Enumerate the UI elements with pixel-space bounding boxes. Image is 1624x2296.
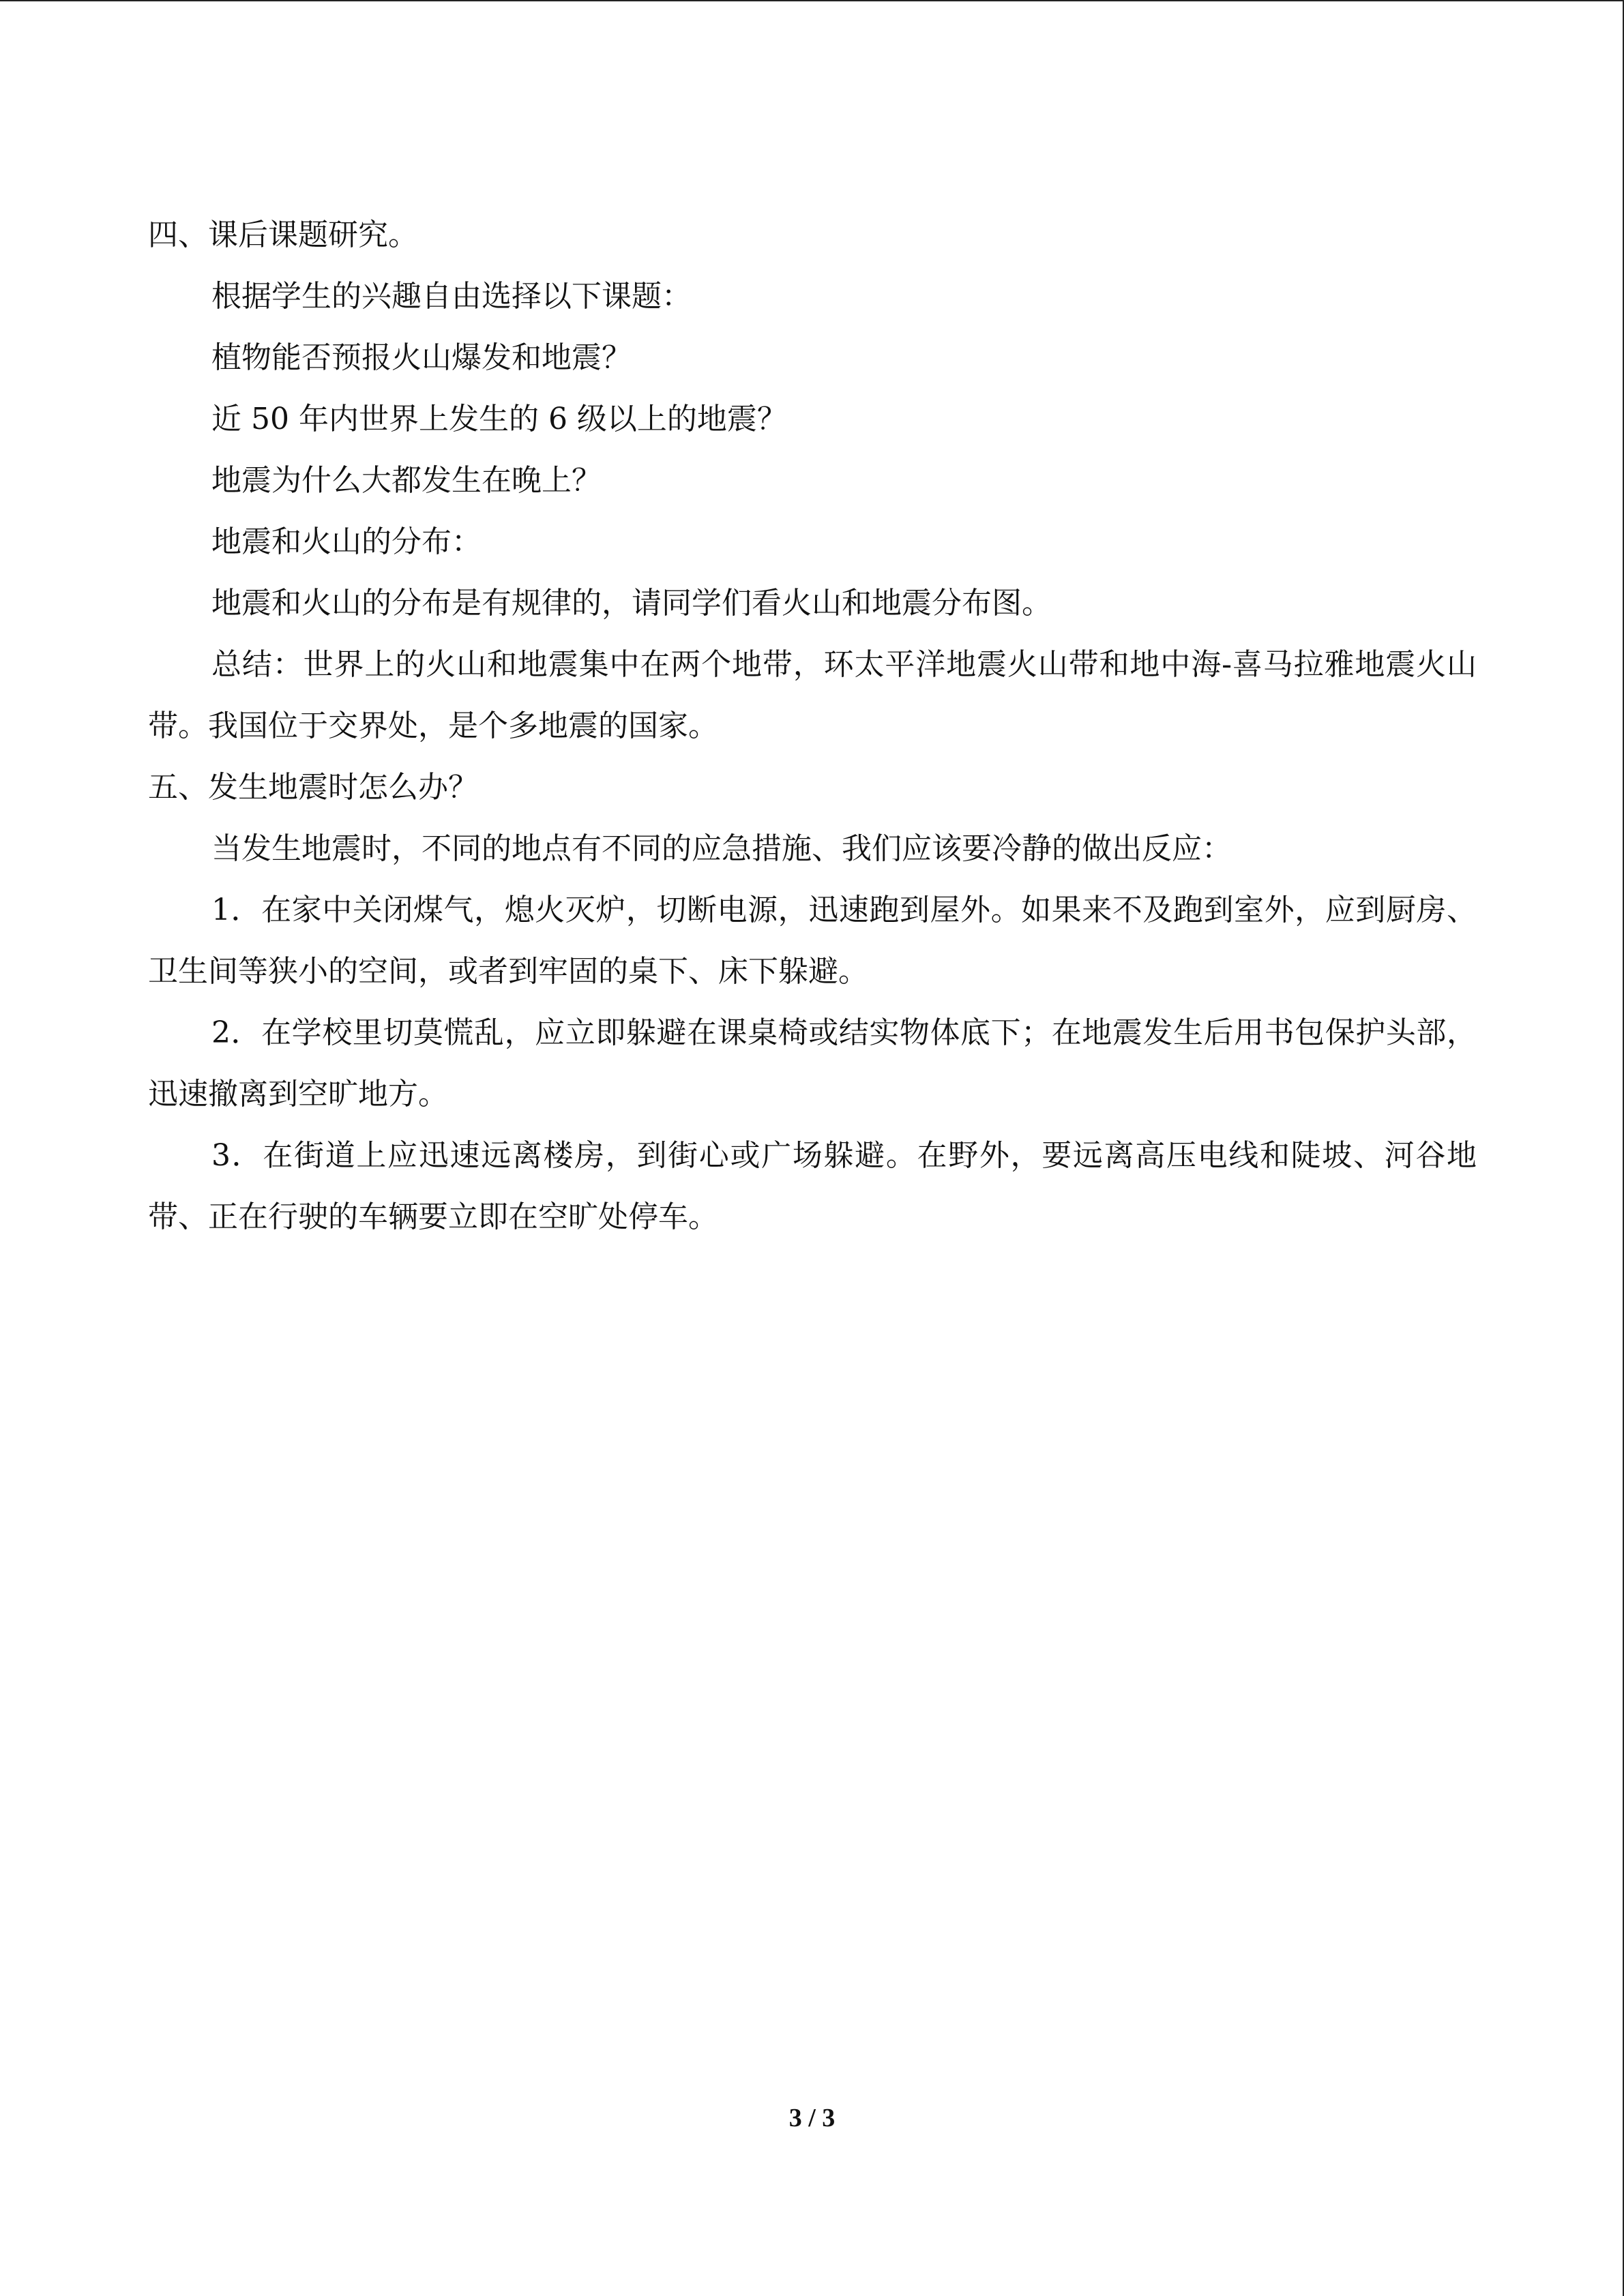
measure-item-school: 2．在学校里切莫慌乱，应立即躲避在课桌椅或结实物体底下；在地震发生后用书包保护头部，迅速撤离到空旷地方。 xyxy=(148,1015,1477,1112)
measure-item-home: 1．在家中关闭煤气，熄火灭炉，切断电源，迅速跑到屋外。如果来不及跑到室外，应到厨房、卫生间等狭小的空间，或者到牢固的桌下、床下躲避。 xyxy=(148,893,1477,989)
topic-item: 地震和火山的分布： xyxy=(211,524,482,559)
section-5-heading: 五、发生地震时怎么办？ xyxy=(148,770,478,805)
section-4-heading: 四、课后课题研究。 xyxy=(148,218,418,252)
section-4-intro: 根据学生的兴趣自由选择以下课题： xyxy=(211,279,692,314)
topic-item: 植物能否预报火山爆发和地震？ xyxy=(211,340,632,375)
topic-item: 地震为什么大都发生在晚上？ xyxy=(211,463,602,498)
section-5-intro: 当发生地震时，不同的地点有不同的应急措施、我们应该要冷静的做出反应： xyxy=(211,831,1232,866)
distribution-text: 地震和火山的分布是有规律的，请同学们看火山和地震分布图。 xyxy=(211,586,1052,621)
page-number: 3 / 3 xyxy=(788,2104,836,2132)
summary-paragraph: 总结：世界上的火山和地震集中在两个地带，环太平洋地震火山带和地中海-喜马拉雅地震火山带。我国位于交界处，是个多地震的国家。 xyxy=(148,647,1477,743)
topic-item: 近 50 年内世界上发生的 6 级以上的地震？ xyxy=(211,402,787,436)
measure-item-street: 3．在街道上应迅速远离楼房，到街心或广场躲避。在野外，要远离高压电线和陡坡、河谷地带、正在行驶的车辆要立即在空旷处停车。 xyxy=(148,1138,1477,1234)
document-body xyxy=(148,205,1477,1248)
